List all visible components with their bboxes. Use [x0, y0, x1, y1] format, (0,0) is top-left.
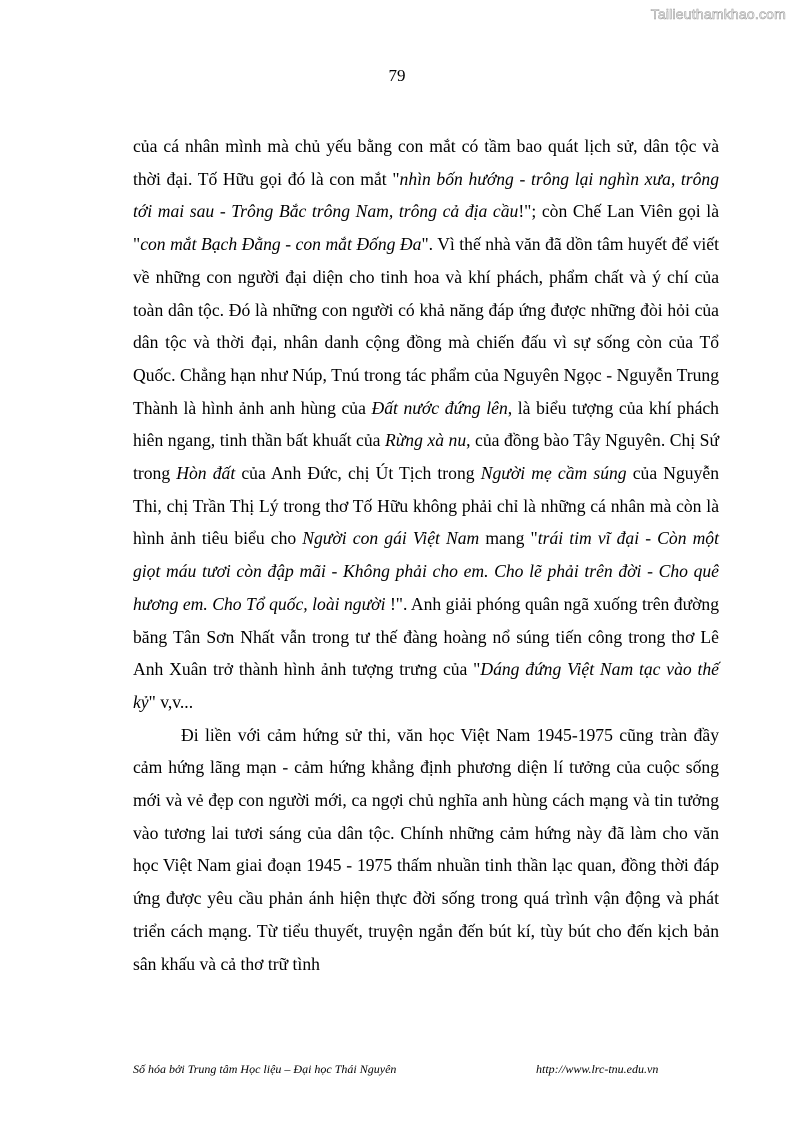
italic-quote: Dáng đứng Việt Nam tạc vào thế kỷ [133, 659, 719, 712]
italic-title: Người con gái Việt Nam [302, 528, 480, 549]
italic-quote: trái tim vĩ đại - Còn một giọt máu tươi còn đập mãi - Không phải cho em. Cho lẽ phải trên đời - Cho quê hương em. Cho Tổ quốc, loài người [133, 528, 719, 614]
text-run: của Anh Đức, chị Út Tịch trong [235, 463, 481, 484]
text-run: , của đồng bào Tây Nguyên. Chị Sứ trong [133, 430, 719, 484]
text-run: !"; còn Chế Lan Viên gọi là " [133, 201, 719, 255]
italic-quote: nhìn bốn hướng - trông lại nghìn xưa, trông tới mai sau - Trông Bắc trông Nam, trông cả địa cầu [133, 168, 720, 222]
text-run: mang " [479, 528, 538, 549]
watermark-text: Tailieuthamkhao.com [650, 6, 786, 22]
text-run: , là biểu tượng của khí phách hiên ngang, tinh thần bất khuất của [133, 397, 719, 451]
text-run: của cá nhân mình mà chủ yếu bằng con mắt có tầm bao quát lịch sử, dân tộc và thời đại. Tố Hữu gọi đó là con mắt " [133, 136, 719, 189]
text-run: ". Vì thế nhà văn đã dồn tâm huyết để viết về những con người đại diện cho tinh hoa và khí phách, phẩm chất và ý chí của toàn dân tộc. Đó là những con người có khả năng đáp ứng được những đòi hỏi của dân tộc và thời đại, nhân danh cộng đồng mà chiến đấu vì sự sống còn của Tổ Quốc. Chẳng hạn như Núp, Tnú trong tác phẩm của Nguyên Ngọc - Nguyễn Trung Thành là hình ảnh anh hùng của [133, 234, 719, 418]
italic-title: Người mẹ cầm súng [480, 463, 627, 484]
footer-source-text: Số hóa bởi Trung tâm Học liệu – Đại học Thái Nguyên [133, 1062, 397, 1076]
italic-title: Rừng xà nu [384, 430, 467, 451]
text-run: của Nguyễn Thi, chị Trần Thị Lý trong thơ Tố Hữu không phải chỉ là những cá nhân mà còn là hình ảnh tiêu biểu cho [133, 463, 720, 549]
document-body [133, 130, 719, 980]
italic-title: Hòn đất [176, 463, 236, 484]
paragraph-1 [133, 130, 719, 719]
italic-title: Đất nước đứng lên [371, 397, 508, 418]
italic-quote: con mắt Bạch Đằng - con mắt Đống Đa [140, 234, 422, 255]
page-number: 79 [388, 66, 406, 85]
paragraph-2: Đi liền với cảm hứng sử thi, văn học Việt Nam 1945-1975 cũng tràn đầy cảm hứng lãng mạn - cảm hứng khẳng định phương diện lí tưởng của cuộc sống mới và vẻ đẹp con người mới, ca ngợi chủ nghĩa anh hùng cách mạng và tin tưởng vào tương lai tươi sáng của dân tộc. Chính những cảm hứng này đã làm cho văn học Việt Nam giai đoạn 1945 - 1975 thấm nhuần tinh thần lạc quan, đồng thời đáp ứng được yêu cầu phản ánh hiện thực đời sống trong quá trình vận động và phát triển cách mạng. Từ tiểu thuyết, truyện ngắn đến bút kí, tùy bút cho đến kịch bản sân khấu và cả thơ trữ tình [133, 724, 719, 974]
footer-url: http://www.lrc-tnu.edu.vn [536, 1062, 659, 1076]
text-run: !". Anh giải phóng quân ngã xuống trên đường băng Tân Sơn Nhất vẫn trong tư thế đàng hoàng nổ súng tiến công trong thơ Lê Anh Xuân trở thành hình ảnh tượng trưng của " [133, 593, 720, 680]
text-run: " v,v... [148, 691, 194, 712]
